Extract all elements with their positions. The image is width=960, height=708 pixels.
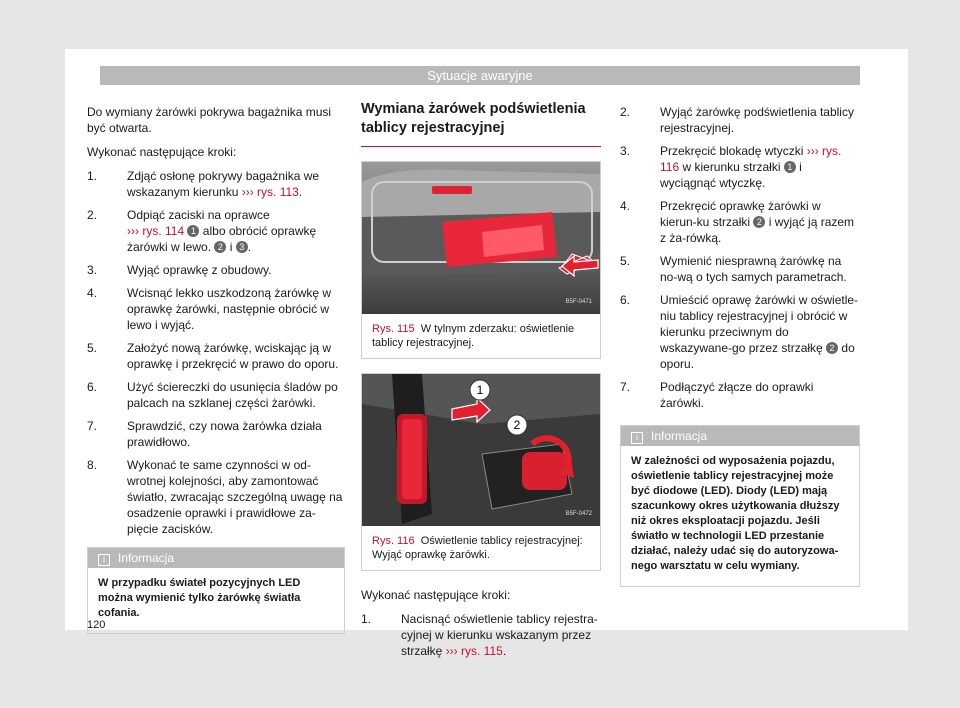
callout-marker: 2 bbox=[214, 241, 226, 253]
steps-intro: Wykonać następujące kroki: bbox=[361, 588, 511, 602]
callout-2: 2 bbox=[513, 418, 521, 432]
steps-list bbox=[620, 104, 860, 411]
list-item: 7. Sprawdzić, czy nowa żarówka działa prawidłowo. bbox=[87, 419, 322, 449]
list-item: 4. Przekręcić oprawkę żarówki w kierun-ku strzałki 2 i wyjąć ją razem z ża-rówką. bbox=[620, 199, 855, 245]
info-icon: i bbox=[98, 554, 110, 566]
figure-link[interactable]: ››› rys. 116 bbox=[660, 144, 842, 174]
callout-marker: 2 bbox=[753, 216, 765, 228]
list-item: 7. Podłączyć złącze do oprawki żarówki. bbox=[620, 380, 814, 410]
figure-115 bbox=[361, 161, 601, 359]
info-box-text: W przypadku świateł pozycyjnych LED można wymienić tylko żarówkę światła cofania. bbox=[98, 577, 301, 619]
bulb-holder-photo bbox=[362, 374, 600, 526]
info-box-text: W zależności od wyposażenia pojazdu, oświetlenie tablicy rejestracyjnej może być diodowe (LED). Diody (LED) mają szacunkowy okres użytkowania dłuższy niż okres eksploatacji pojazdu. Jeśli światło w technologii LED przestanie działać, należy udać się do autoryzowa-nego warsztatu w celu wymiany. bbox=[631, 455, 840, 572]
figure-link[interactable]: ››› rys. 114 bbox=[127, 224, 185, 238]
callout-marker: 1 bbox=[187, 225, 199, 237]
list-item: 5. Założyć nową żarówkę, wciskając ją w oprawkę i przekręcić w prawo do oporu. bbox=[87, 341, 339, 371]
license-plate-light-photo bbox=[362, 162, 600, 314]
info-box bbox=[620, 425, 860, 587]
callout-1: 1 bbox=[476, 383, 484, 397]
info-box-header: i Informacja bbox=[88, 548, 344, 568]
column-middle bbox=[361, 100, 601, 666]
column-right bbox=[620, 104, 860, 587]
info-box-header: i Informacja bbox=[621, 426, 859, 446]
section-header: Sytuacje awaryjne bbox=[100, 66, 860, 85]
list-item: 2. Wyjąć żarówkę podświetlenia tablicy rejestracyjnej. bbox=[620, 105, 854, 135]
figure-link[interactable]: ››› rys. 113 bbox=[241, 185, 299, 199]
steps-list bbox=[361, 611, 601, 659]
list-item: 2. Odpiąć zaciski na oprawce ››› rys. 114 1 albo obrócić oprawkę żarówki w lewo. 2 i 3 . bbox=[87, 208, 317, 254]
figure-link[interactable]: ››› rys. 115 bbox=[445, 644, 503, 658]
callout-marker: 1 bbox=[784, 161, 796, 173]
figure-caption: Rys. 116 Oświetlenie tablicy rejestracyjnej: Wyjąć oprawkę żarówki. bbox=[372, 535, 583, 561]
list-item: 1. Zdjąć osłonę pokrywy bagażnika we wskazanym kierunku ››› rys. 113. bbox=[87, 169, 320, 199]
list-item: 8. Wykonać te same czynności w od-wrotnej kolejności, aby zamontować światło, zwracając szczególną uwagę na osadzenie oprawki i prawidłowe za-pięcie zacisków. bbox=[87, 458, 343, 536]
callout-marker: 2 bbox=[826, 342, 838, 354]
list-item: 6. Umieścić oprawę żarówki w oświetle-niu tablicy rejestracyjnej i obrócić w kierunku przeciwnym do wskazywane-go przez strzałkę 2 do oporu. bbox=[620, 293, 859, 371]
callout-marker: 3 bbox=[236, 241, 248, 253]
list-item: 4. Wcisnąć lekko uszkodzoną żarówkę w oprawkę żarówki, następnie obrócić w lewo i wyjąć. bbox=[87, 286, 332, 332]
figure-caption: Rys. 115 W tylnym zderzaku: oświetlenie tablicy rejestracyjnej. bbox=[372, 323, 575, 349]
intro-paragraph: Do wymiany żarówki pokrywa bagażnika musi być otwarta. bbox=[87, 105, 332, 135]
info-icon: i bbox=[631, 432, 643, 444]
list-item: 3. Wyjąć oprawkę z obudowy. bbox=[87, 263, 272, 277]
intro-steps-label: Wykonać następujące kroki: bbox=[87, 145, 237, 159]
column-left bbox=[87, 104, 345, 634]
list-item: 1. Nacisnąć oświetlenie tablicy rejestra-cyjnej w kierunku wskazanym przez strzałkę ››› rys. 115. bbox=[361, 612, 598, 658]
list-item: 6. Użyć ściereczki do usunięcia śladów po palcach na szklanej części żarówki. bbox=[87, 380, 338, 410]
figure-116 bbox=[361, 373, 601, 571]
info-box bbox=[87, 547, 345, 634]
page-number: 120 bbox=[87, 619, 106, 631]
figure-code: B5F-0472 bbox=[565, 511, 592, 517]
steps-list bbox=[87, 168, 345, 537]
list-item: 3. Przekręcić blokadę wtyczki ››› rys. 116 w kierunku strzałki 1 i wyciągnąć wtyczkę. bbox=[620, 144, 842, 190]
figure-code: B5F-0471 bbox=[565, 299, 592, 305]
section-heading: Wymiana żarówek podświetlenia tablicy rejestracyjnej bbox=[361, 100, 601, 147]
list-item: 5. Wymienić niesprawną żarówkę na no-wą o tych samych parametrach. bbox=[620, 254, 847, 284]
